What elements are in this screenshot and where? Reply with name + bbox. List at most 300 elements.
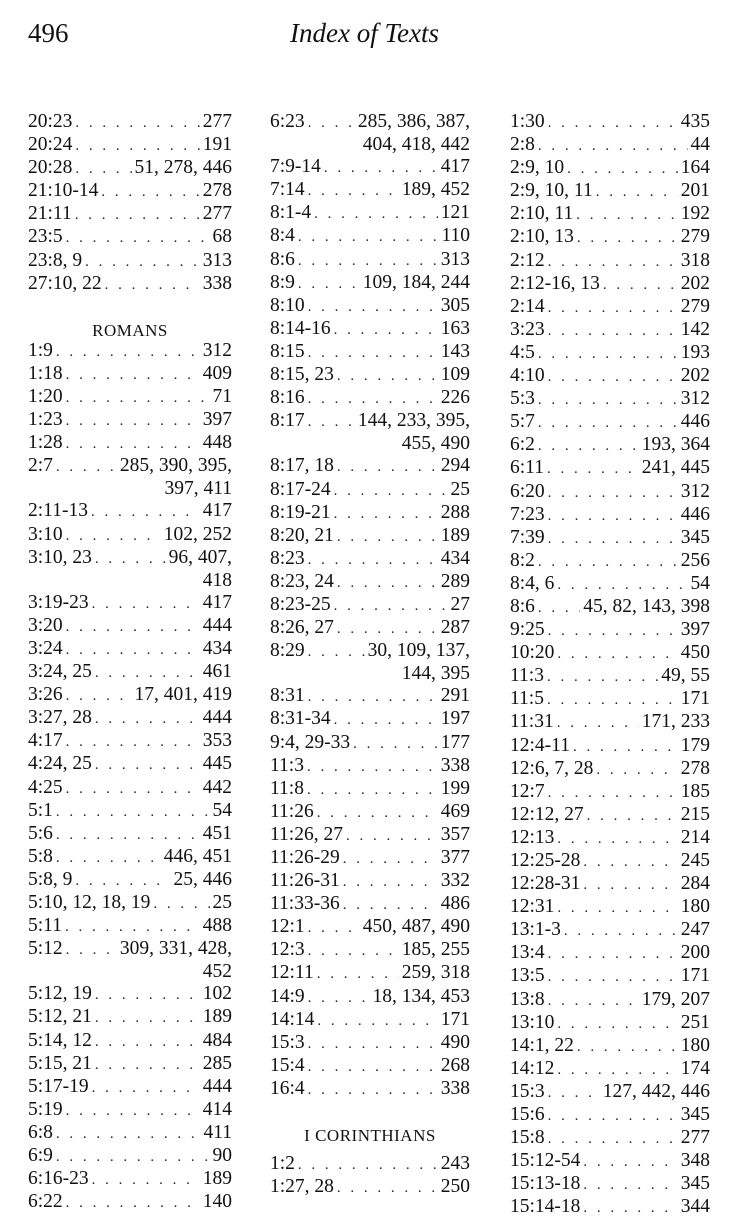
dot-leader [353, 733, 438, 755]
index-entry [510, 850, 710, 873]
page-references: 490 [440, 1031, 470, 1053]
index-entry [270, 893, 470, 916]
index-entry-continuation: 455, 490 [401, 433, 470, 455]
page-references: 90 [212, 1145, 232, 1167]
page-references: 140 [202, 1191, 232, 1213]
index-entry [28, 1191, 232, 1214]
book-heading: I CORINTHIANS [304, 1126, 436, 1146]
section-spacer [270, 1101, 470, 1123]
index-entry [270, 916, 470, 939]
index-entry [28, 1145, 232, 1168]
index-entry [28, 1030, 232, 1053]
dot-leader [557, 1059, 677, 1081]
page-references: 17, 401, 419 [134, 684, 232, 706]
dot-leader [548, 251, 678, 273]
scripture-reference: 23:5 [28, 226, 63, 248]
dot-leader [334, 480, 448, 502]
scripture-reference: 1:27, 28 [270, 1176, 334, 1198]
dot-leader [308, 388, 438, 410]
dot-leader [66, 227, 210, 249]
scripture-reference: 4:17 [28, 730, 63, 752]
index-entry [270, 708, 470, 731]
page-references: 214 [680, 826, 710, 848]
dot-leader [95, 548, 166, 570]
index-entry [510, 411, 710, 434]
dot-leader [308, 940, 399, 962]
dot-leader [298, 1154, 438, 1176]
dot-leader [548, 528, 678, 550]
index-entry [510, 481, 710, 504]
page-references: 448 [202, 432, 232, 454]
scripture-reference: 6:22 [28, 1191, 63, 1213]
index-entry [510, 296, 710, 319]
dot-leader [603, 274, 678, 296]
page-references: 25 [450, 478, 470, 500]
dot-leader [153, 893, 209, 915]
page-references: 109 [440, 364, 470, 386]
dot-leader [577, 227, 678, 249]
page-references: 285 [202, 1052, 232, 1074]
scripture-reference: 11:8 [270, 777, 304, 799]
scripture-reference: 2:7 [28, 455, 53, 477]
index-entry [510, 758, 710, 781]
scripture-reference: 8:29 [270, 640, 305, 662]
scripture-reference: 11:31 [510, 711, 554, 733]
dot-leader [337, 618, 438, 640]
index-entry [270, 1176, 470, 1199]
page-references: 102, 252 [163, 523, 232, 545]
scripture-reference: 8:2 [510, 549, 535, 571]
index-entry [270, 455, 470, 478]
scripture-reference: 4:10 [510, 365, 545, 387]
index-entry [270, 272, 470, 295]
scripture-reference: 5:15, 21 [28, 1052, 92, 1074]
page-references: 245 [680, 850, 710, 871]
dot-leader [56, 1123, 201, 1145]
index-entry [270, 939, 470, 962]
dot-leader [538, 597, 580, 619]
page-references: 279 [680, 295, 710, 317]
index-entry [510, 434, 710, 457]
dot-leader [95, 754, 200, 776]
page-references: 142 [680, 318, 710, 340]
dot-leader [324, 157, 438, 179]
page-references: 434 [202, 637, 232, 659]
page-references: 25, 446 [173, 868, 232, 890]
page-references: 193 [680, 341, 710, 363]
scripture-reference: 6:11 [510, 457, 544, 479]
page-references: 294 [440, 455, 470, 477]
dot-leader [548, 320, 678, 342]
scripture-reference: 21:11 [28, 203, 72, 225]
dot-leader [596, 759, 677, 781]
scripture-reference: 2:9, 10 [510, 157, 565, 179]
dot-leader [308, 180, 399, 202]
page-references: 51, 278, 446 [134, 157, 232, 179]
index-entry [28, 1122, 232, 1145]
scripture-reference: 13:1-3 [510, 919, 561, 941]
index-entry [28, 386, 232, 409]
dot-leader [337, 365, 438, 387]
index-entry [28, 983, 232, 1006]
index-entry [28, 1076, 232, 1099]
index-entry-continuation: 418 [202, 569, 232, 591]
scripture-reference: 2:10, 13 [510, 226, 574, 248]
page-references: 49, 55 [661, 665, 710, 687]
index-entry [270, 1032, 470, 1055]
scripture-reference: 10:20 [510, 642, 555, 664]
dot-leader [56, 1146, 210, 1168]
scripture-reference: 8:4 [270, 225, 295, 247]
page-references: 348 [680, 1150, 710, 1172]
scripture-reference: 12:6, 7, 28 [510, 757, 594, 779]
index-entry [270, 410, 470, 433]
dot-leader [564, 920, 678, 942]
scripture-reference: 15:6 [510, 1104, 545, 1126]
index-entry [510, 1012, 710, 1035]
page-references: 45, 82, 143, 398 [583, 595, 710, 617]
scripture-reference: 12:1 [270, 916, 305, 938]
index-entry [510, 1035, 710, 1058]
scripture-reference: 8:23, 24 [270, 570, 334, 592]
dot-leader [538, 343, 678, 365]
scripture-reference: 8:19-21 [270, 501, 331, 523]
dot-leader [583, 874, 677, 896]
scripture-reference: 6:23 [270, 111, 305, 132]
dot-leader [343, 894, 438, 916]
dot-leader [66, 387, 210, 409]
index-entry [510, 619, 710, 642]
index-entry [510, 134, 710, 157]
page-references: 284 [680, 873, 710, 895]
dot-leader [557, 828, 677, 850]
index-entry [510, 989, 710, 1012]
page-references: 250 [440, 1176, 470, 1198]
index-entry-continuation: 452 [202, 961, 232, 983]
scripture-reference: 5:8, 9 [28, 868, 73, 890]
page-references: 446 [680, 503, 710, 525]
scripture-reference: 5:14, 12 [28, 1029, 92, 1051]
index-entry [28, 203, 232, 226]
scripture-reference: 12:7 [510, 780, 545, 802]
dot-leader [343, 848, 438, 870]
dot-leader [66, 778, 200, 800]
index-entry [270, 778, 470, 801]
dot-leader [538, 412, 678, 434]
scripture-reference: 8:31 [270, 685, 305, 707]
scripture-reference: 2:9, 10, 11 [510, 180, 593, 202]
scripture-reference: 13:4 [510, 942, 545, 964]
index-entry-continuation: 144, 395 [401, 663, 470, 685]
dot-leader [548, 990, 639, 1012]
index-entry [510, 504, 710, 527]
scripture-reference: 8:6 [270, 248, 295, 270]
page-references: 434 [440, 547, 470, 569]
dot-leader [56, 801, 210, 823]
page-references: 305 [440, 294, 470, 316]
dot-leader [337, 1177, 438, 1199]
dot-leader [298, 273, 360, 295]
page-references: 417 [440, 156, 470, 178]
page-references: 199 [440, 777, 470, 799]
index-entry [28, 777, 232, 800]
dot-leader [85, 251, 200, 273]
scripture-reference: 20:24 [28, 134, 73, 156]
dot-leader [75, 135, 199, 157]
scripture-reference: 2:8 [510, 134, 535, 156]
index-entry [28, 1099, 232, 1122]
index-entry [28, 730, 232, 753]
page-references: 110 [441, 225, 470, 247]
index-entry [510, 1150, 710, 1173]
scripture-reference: 1:28 [28, 432, 63, 454]
index-entry [270, 1009, 470, 1032]
index-entry [28, 823, 232, 846]
index-entry [28, 592, 232, 615]
scripture-reference: 8:16 [270, 387, 305, 409]
scripture-reference: 11:26-31 [270, 870, 340, 892]
page-references: 247 [680, 919, 710, 941]
index-entry [28, 524, 232, 547]
dot-leader [343, 871, 438, 893]
scripture-reference: 15:13-18 [510, 1173, 581, 1195]
scripture-reference: 8:9 [270, 271, 295, 293]
page-references: 185, 255 [401, 939, 470, 961]
dot-leader [337, 526, 438, 548]
index-entry [510, 735, 710, 758]
scripture-reference: 5:12, 21 [28, 1006, 92, 1028]
page-references: 411 [203, 1121, 232, 1143]
scripture-reference: 14:9 [270, 985, 305, 1007]
page-references: 30, 109, 137, [367, 640, 470, 662]
page-references: 450, 487, 490 [362, 916, 470, 938]
dot-leader [66, 525, 161, 547]
dot-leader [547, 458, 639, 480]
dot-leader [66, 364, 200, 386]
page-references: 191 [202, 134, 232, 156]
dot-leader [66, 639, 200, 661]
scripture-reference: 3:23 [510, 318, 545, 340]
dot-leader [548, 297, 678, 319]
index-entry [28, 340, 232, 363]
scripture-reference: 8:10 [270, 294, 305, 316]
page-references: 461 [202, 661, 232, 683]
index-entry [270, 685, 470, 708]
index-entry [510, 157, 710, 180]
dot-leader [583, 1151, 677, 1173]
dot-leader [75, 158, 131, 180]
scripture-reference: 12:13 [510, 826, 555, 848]
scripture-reference: 8:4, 6 [510, 572, 555, 594]
page-references: 163 [440, 317, 470, 339]
scripture-reference: 27:10, 22 [28, 272, 102, 294]
scripture-reference: 11:3 [510, 665, 544, 687]
dot-leader [583, 1197, 677, 1219]
scripture-reference: 6:9 [28, 1145, 53, 1167]
index-entry [270, 801, 470, 824]
scripture-reference: 3:24 [28, 637, 63, 659]
scripture-reference: 5:19 [28, 1098, 63, 1120]
scripture-reference: 1:20 [28, 385, 63, 407]
index-entry [270, 525, 470, 548]
page-references: 285, 386, 387, [357, 111, 470, 132]
section-spacer [28, 296, 232, 318]
page-references: 102 [202, 983, 232, 1005]
index-entry [510, 1173, 710, 1196]
scripture-reference: 8:1-4 [270, 202, 312, 224]
dot-leader [557, 897, 677, 919]
index-entry [28, 684, 232, 707]
index-entry [510, 457, 710, 480]
dot-leader [548, 1082, 600, 1104]
dot-leader [548, 943, 678, 965]
dot-leader [56, 847, 161, 869]
page-references: 44 [690, 134, 710, 156]
index-entry [510, 896, 710, 919]
index-entry [510, 665, 710, 688]
page-references: 417 [202, 591, 232, 613]
page-references: 226 [440, 387, 470, 409]
page-references: 279 [680, 226, 710, 248]
page-references: 289 [440, 570, 470, 592]
page-references: 171 [440, 1008, 470, 1030]
index-entry [28, 615, 232, 638]
page-references: 202 [680, 365, 710, 387]
index-entry [28, 363, 232, 386]
scripture-reference: 12:25-28 [510, 850, 581, 871]
scripture-reference: 7:23 [510, 503, 545, 525]
page-references: 338 [440, 1077, 470, 1099]
index-entry [28, 180, 232, 203]
dot-leader [334, 709, 438, 731]
dot-leader [547, 689, 678, 711]
index-entry [28, 753, 232, 776]
index-entry [270, 594, 470, 617]
scripture-reference: 16:4 [270, 1077, 305, 1099]
scripture-reference: 9:25 [510, 619, 545, 641]
scripture-reference: 7:39 [510, 526, 545, 548]
index-entry [28, 1006, 232, 1029]
dot-leader [548, 505, 678, 527]
index-entry [270, 225, 470, 248]
scripture-reference: 5:17-19 [28, 1075, 89, 1097]
dot-leader [538, 389, 678, 411]
dot-leader [308, 686, 438, 708]
dot-leader [334, 595, 448, 617]
page-references: 285, 390, 395, [119, 455, 232, 477]
index-entry [28, 134, 232, 157]
scripture-reference: 4:25 [28, 776, 63, 798]
dot-leader [557, 643, 677, 665]
dot-leader [92, 593, 200, 615]
page-references: 445 [202, 753, 232, 775]
scripture-reference: 11:26, 27 [270, 823, 343, 845]
index-entry [270, 156, 470, 179]
dot-leader [308, 549, 438, 571]
scripture-reference: 5:3 [510, 388, 535, 410]
page-references: 277 [680, 1127, 710, 1149]
dot-leader [308, 1056, 438, 1078]
scripture-reference: 5:10, 12, 18, 19 [28, 892, 151, 913]
dot-leader [66, 731, 200, 753]
page-references: 278 [680, 757, 710, 779]
dot-leader [66, 410, 200, 432]
scripture-reference: 6:2 [510, 434, 535, 456]
scripture-reference: 12:12, 27 [510, 803, 584, 825]
page-references: 201 [680, 180, 710, 202]
dot-leader [548, 112, 678, 134]
scripture-reference: 12:11 [270, 962, 314, 984]
index-entry-continuation: 397, 411 [164, 478, 232, 500]
page-references: 200 [680, 942, 710, 964]
index-entry [510, 804, 710, 827]
index-entry [28, 157, 232, 180]
index-entry [270, 202, 470, 225]
scripture-reference: 8:6 [510, 595, 535, 617]
index-entry [28, 638, 232, 661]
index-entry [270, 1153, 470, 1176]
dot-leader [337, 456, 438, 478]
index-entry [28, 1053, 232, 1076]
index-entry [28, 915, 232, 938]
page-references: 18, 134, 453 [372, 985, 470, 1007]
index-entry [28, 846, 232, 869]
index-entry [270, 318, 470, 341]
scripture-reference: 15:4 [270, 1054, 305, 1076]
index-entry [270, 986, 470, 1009]
scripture-reference: 20:28 [28, 157, 73, 179]
scripture-reference: 3:27, 28 [28, 707, 92, 729]
page-references: 450 [680, 642, 710, 664]
index-entry [270, 179, 470, 202]
page-references: 444 [202, 1075, 232, 1097]
index-entry [510, 827, 710, 850]
dot-leader [308, 342, 438, 364]
dot-leader [95, 1007, 200, 1029]
page-references: 189 [440, 524, 470, 546]
scripture-reference: 15:14-18 [510, 1196, 581, 1218]
page-references: 189, 452 [401, 179, 470, 201]
index-entry [270, 364, 470, 387]
index-entry [270, 341, 470, 364]
scripture-reference: 23:8, 9 [28, 249, 83, 271]
dot-leader [308, 1033, 438, 1055]
index-entry [510, 965, 710, 988]
index-entry [270, 640, 470, 663]
index-entry [270, 387, 470, 410]
index-entry [270, 548, 470, 571]
scripture-reference: 1:23 [28, 409, 63, 431]
page-references: 287 [440, 617, 470, 639]
page-references: 484 [202, 1029, 232, 1051]
index-entry [510, 781, 710, 804]
scripture-reference: 5:11 [28, 915, 62, 937]
page-references: 164 [680, 157, 710, 179]
page-references: 345 [680, 526, 710, 548]
index-entry [510, 111, 710, 134]
dot-leader [66, 433, 200, 455]
dot-leader [95, 1054, 200, 1076]
scripture-reference: 20:23 [28, 111, 73, 132]
scripture-reference: 3:24, 25 [28, 661, 92, 683]
page-references: 309, 331, 428, [119, 938, 232, 960]
scripture-reference: 8:26, 27 [270, 617, 334, 639]
dot-leader [308, 641, 365, 663]
scripture-reference: 11:33-36 [270, 893, 340, 915]
scripture-reference: 4:24, 25 [28, 753, 92, 775]
index-entry [270, 571, 470, 594]
scripture-reference: 3:19-23 [28, 591, 89, 613]
